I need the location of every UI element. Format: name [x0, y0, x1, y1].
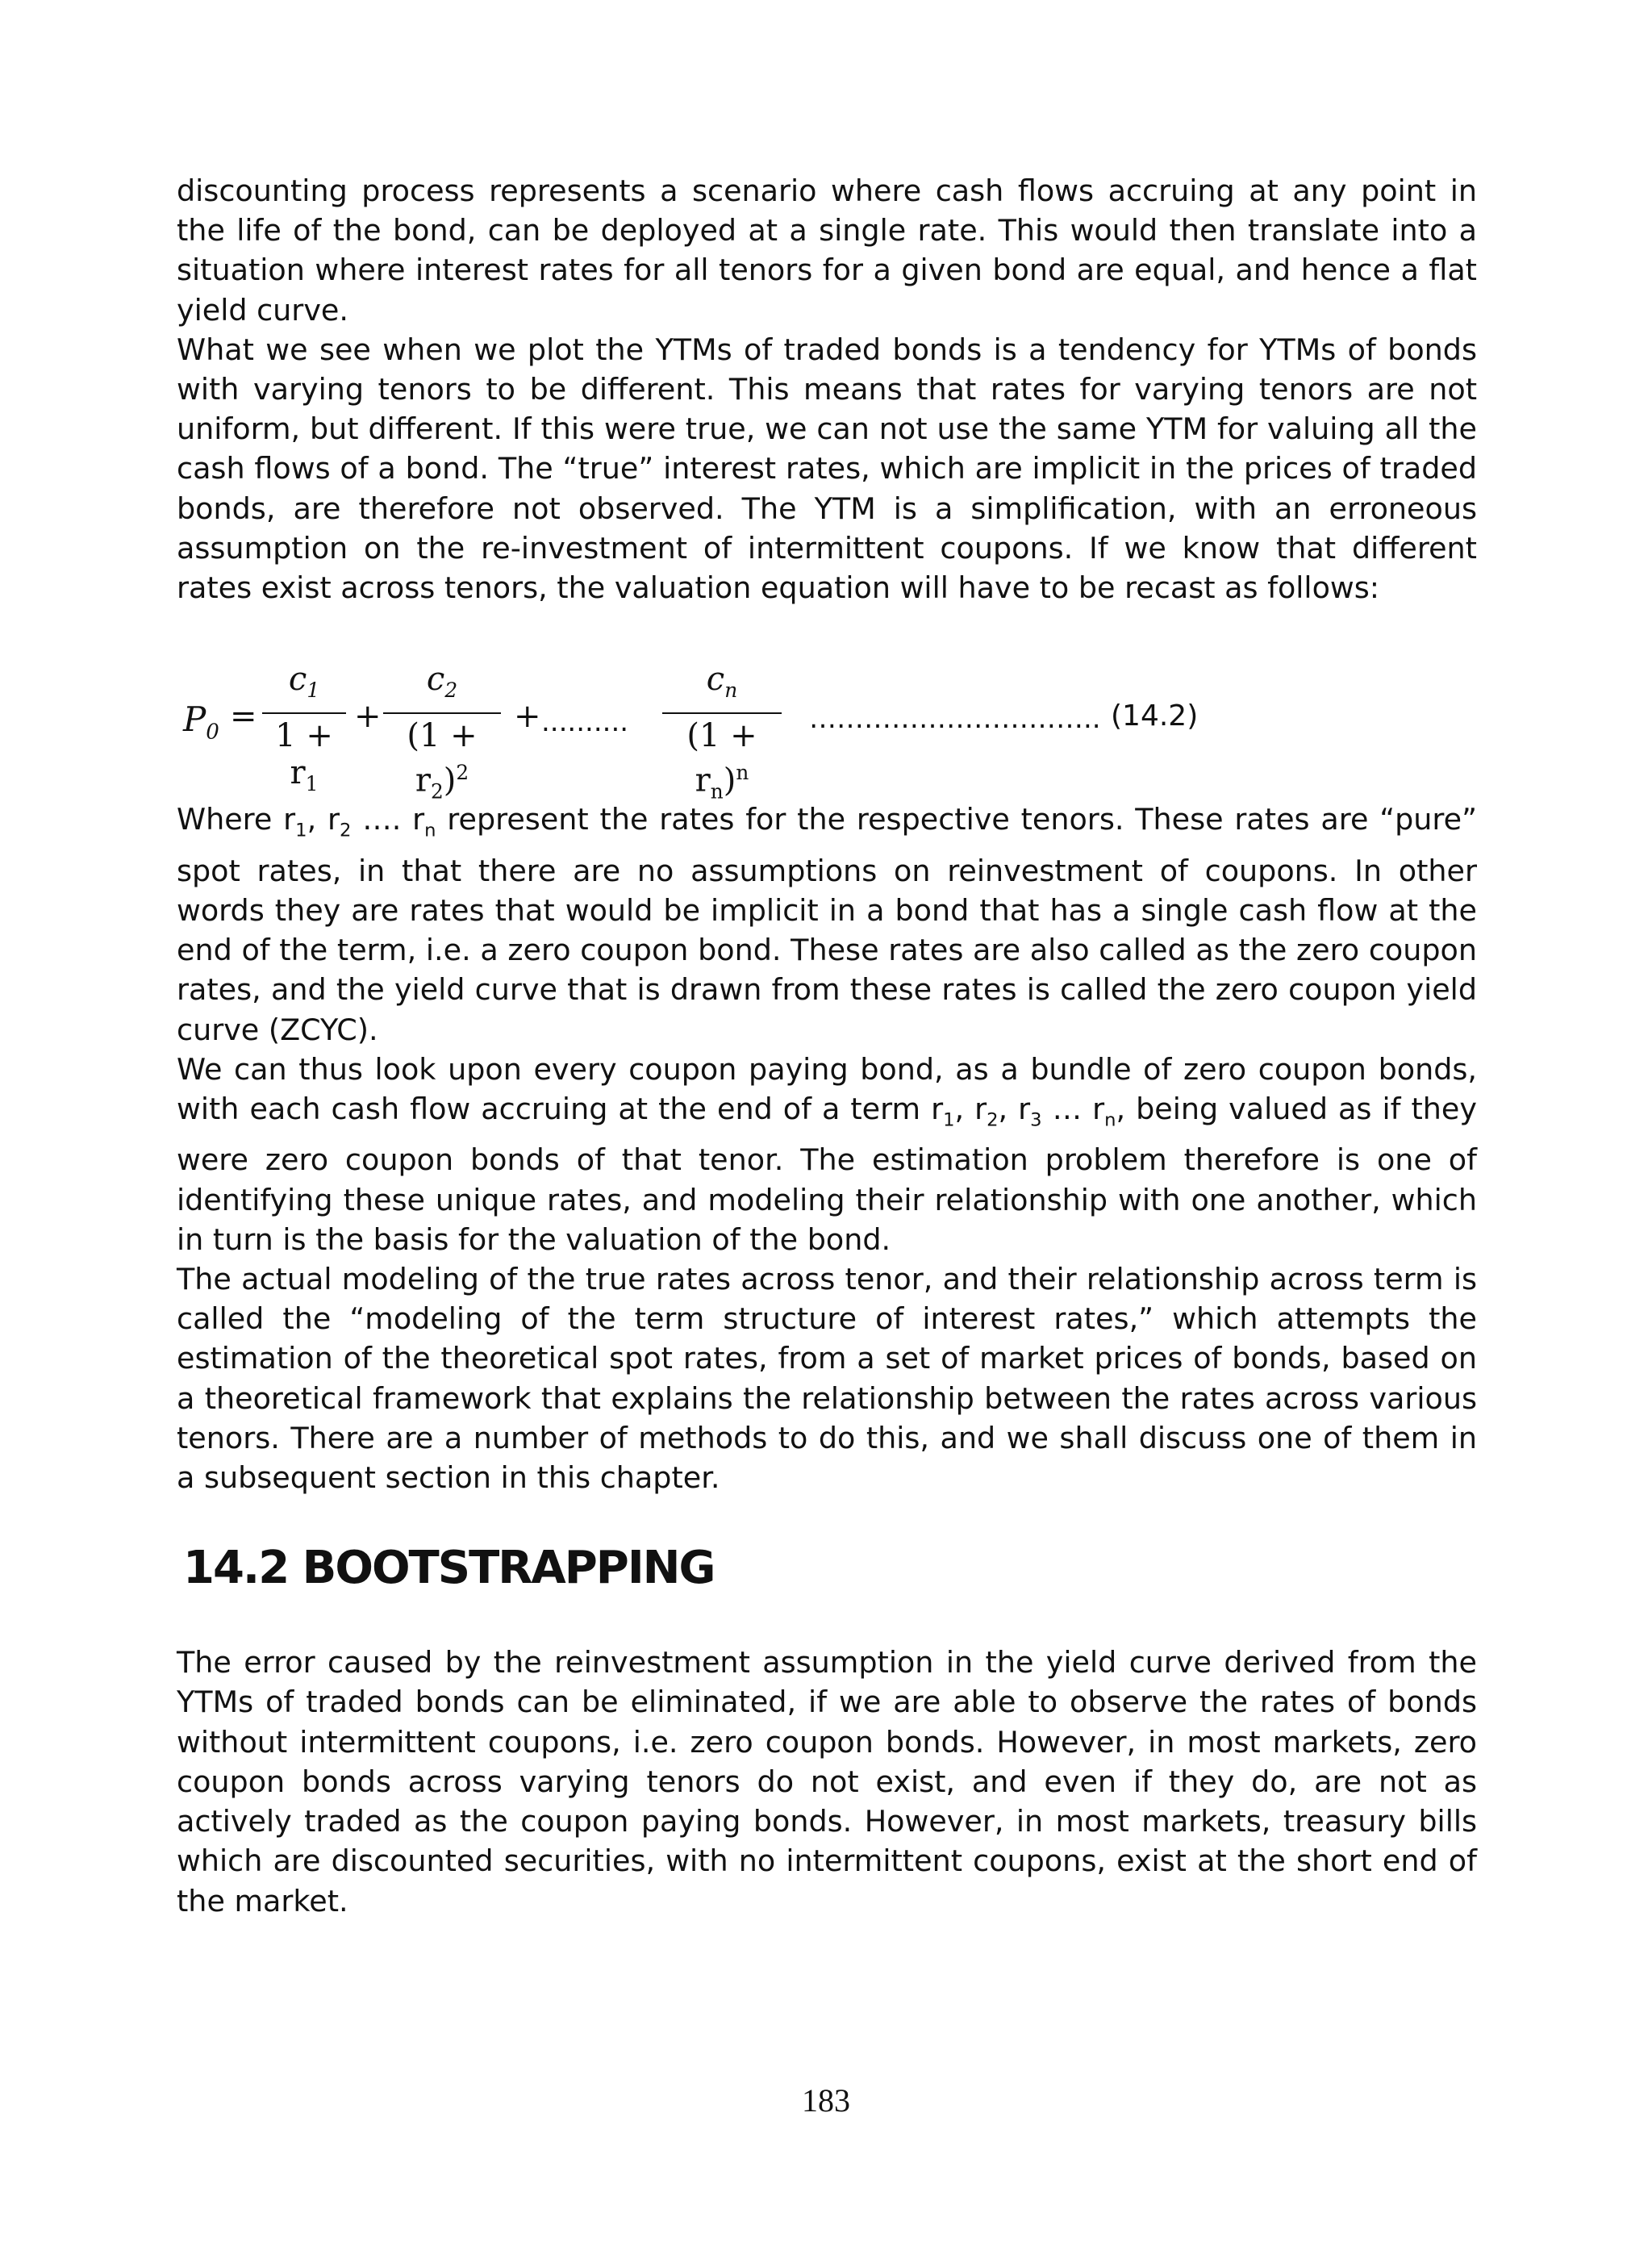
equation-number: (14.2): [1111, 699, 1199, 733]
paragraph-bundle: We can thus look upon every coupon paying bond, as a bundle of zero coupon bonds, with each cash flow accruing at the end of a term $r_1$, $r_2$, $r_3$ … $r_n$, being valued as if they were zero coupon bonds of that tenor. The estimation problem therefore is one of identifying these unique rates, and modeling their relationship with one another, which in turn is the basis for the valuation of the bond.: [177, 1051, 1477, 1257]
equation-plus-1: +: [354, 698, 382, 736]
section-heading: 14.2 BOOTSTRAPPING: [183, 1542, 715, 1595]
equation-term-2: $c_2$ $(1 + r_2)^2$: [383, 661, 501, 810]
paragraph-intro-2: What we see when we plot the YTMs of traded bonds is a tendency for YTMs of bonds with varying tenors to be different. This means that rates for varying tenors are not uniform, but different. If this were true, we can not use the same YTM for valuing all the cash flows of a bond. The “true” interest rates, which are implicit in the prices of traded bonds, are therefore not observed. The YTM is a simplification, with an erroneous assumption on the re-investment of intermittent coupons. If we know that different rates exist across tenors, the valuation equation will have to be recast as follows:: [177, 332, 1477, 606]
equation-mid-dots: ..........: [541, 706, 629, 739]
equation-14-2: [177, 646, 1477, 804]
page-number: 183: [802, 2082, 850, 2119]
equation-lhs: $P_0$: [183, 699, 219, 745]
equation-term-1: $c_1$ $1 + r_1$: [262, 661, 346, 803]
paragraph-where: Where $r_1$, $r_2$ …. $r_n$ represent the rates for the respective tenors. These rates are “pure” spot rates, in that there are no assumptions on reinvestment of coupons. In other words they are rates that would be implicit in a bond that has a single cash flow at the end of the term, i.e. a zero coupon bond. These rates are also called as the zero coupon rates, and the yield curve that is drawn from these rates is called the zero coupon yield curve (ZCYC).: [177, 802, 1477, 1047]
paragraph-intro-1: discounting process represents a scenario where cash flows accruing at any point in the life of the bond, can be deployed at a single rate. This would then translate into a situation where interest rates for all tenors for a given bond are equal, and hence a flat yield curve.: [177, 173, 1477, 328]
equation-trailing-dots: …………………………..: [809, 703, 1101, 736]
paragraph-modeling: The actual modeling of the true rates across tenor, and their relationship across term is called the “modeling of the term structure of interest rates,” which attempts the estimation of the theoretical spot rates, from a set of market prices of bonds, based on a theoretical framework that explains the relationship between the rates across various tenors. There are a number of methods to do this, and we shall discuss one of them in a subsequent section in this chapter.: [177, 1262, 1477, 1496]
paragraph-bootstrapping: The error caused by the reinvestment assumption in the yield curve derived from the YTMs of traded bonds can be eliminated, if we are able to observe the rates of bonds without intermittent coupons, i.e. zero coupon bonds. However, in most markets, zero coupon bonds across varying tenors do not exist, and even if they do, are not as actively traded as the coupon paying bonds. However, in most markets, treasury bills which are discounted securities, with no intermittent coupons, exist at the short end of the market.: [177, 1645, 1477, 1918]
equation-equals: =: [230, 698, 257, 736]
equation-plus-2: +: [514, 698, 541, 736]
equation-term-n: $c_n$ $(1 + r_n)^n$: [662, 661, 782, 810]
document-body: [177, 171, 1477, 1921]
